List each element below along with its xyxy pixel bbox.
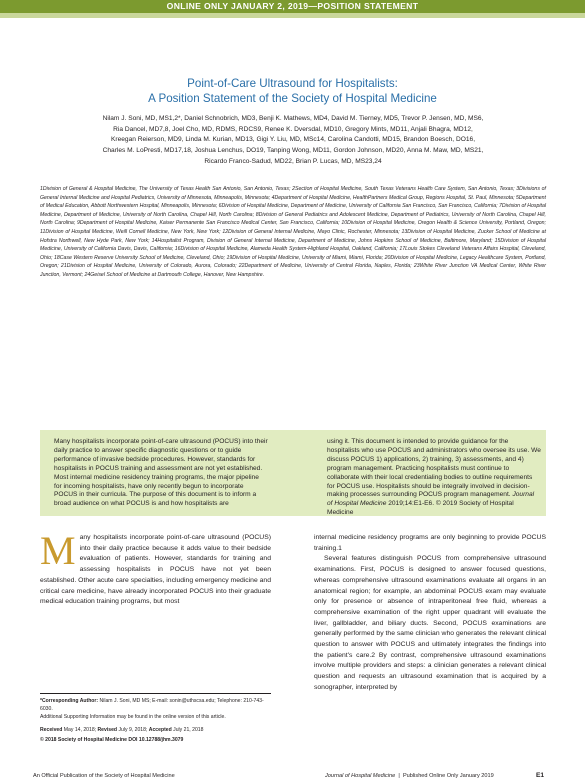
- footer-date: Published Online Only January 2019: [402, 773, 494, 779]
- abstract-right-column: [327, 438, 541, 518]
- footer-journal-name: Journal of Hospital Medicine: [325, 773, 396, 779]
- body-left-column: [40, 528, 271, 608]
- page-number: E1: [536, 772, 545, 779]
- corresponding-author-text: Nilam J. Soni, MD MS; E-mail: sonin@uthscsa.edu; Telephone: 210-743-6030.: [40, 698, 264, 713]
- author-line-3: Kreegan Reierson, MD9, Linda M. Kurian, MD13, Gigi Y. Liu, MD, MSc14, Carolina Candotti, MD15, Brandon Boesch, DO16,: [110, 136, 476, 144]
- article-title: [40, 76, 545, 106]
- received-label: Received: [40, 726, 63, 733]
- header-banner-strip: [0, 13, 585, 18]
- body-right-column: [314, 533, 546, 694]
- abstract-box: [40, 430, 546, 516]
- body-left-text: any hospitalists incorporate point-of-care ultrasound (POCUS) into their daily practice because it adds value to their bedside evaluation of patients. However, standards for training and assessing hospitalists in POCUS have not yet been established. Other acute care specialties, including emergency medicine and critical care medicine, have already incorporated POCUS into their graduate medical education training programs, but most: [40, 534, 271, 606]
- author-list: [52, 114, 534, 168]
- abstract-citation: 2019;14:E1-E6. © 2019 Society of Hospital Medicine: [327, 500, 514, 517]
- abstract-left-column: Many hospitalists incorporate point-of-care ultrasound (POCUS) into their daily practice to answer specific diagnostic questions or to guide performance of invasive bedside procedures. However, standards for hospitalists in POCUS training and assessment are not yet established. Most internal medicine residency training programs, the major pipeline for incoming hospitalists, have only recently begun to incorporate POCUS in their curricula. The purpose of this document is to inform a broad audience on what POCUS is and how hospitalists are: [54, 438, 268, 508]
- additional-info: Additional Supporting Information may be found in the online version of this article.: [40, 714, 226, 721]
- abstract-right-text: using it. This document is intended to provide guidance for the hospitalists who use POCUS and administrators who oversee its use. We discuss POCUS 1) applications, 2) training, 3) assessments, and 4) program management. Practicing hospitalists must continue to collaborate with their local credentialing bodies to outline requirements for POCUS use. Hospitalists should be integrally involved in decision-making processes surrounding POCUS program management.: [327, 438, 541, 499]
- author-line-2: Ria Dancel, MD7,8, Joel Cho, MD, RDMS, RDCS9, Renee K. Dversdal, MD10, Gregory Mints, MD11, Anjali Bhagra, MD12,: [113, 125, 473, 133]
- doi-line: © 2018 Society of Hospital Medicine DOI 10.12788/jhm.3079: [40, 736, 184, 743]
- correspondence-note: [40, 693, 271, 744]
- footer-journal: Journal of Hospital Medicine | Published Online Only January 2019: [325, 773, 494, 779]
- dropcap: M: [40, 528, 76, 573]
- revised-label: Revised: [97, 726, 118, 733]
- author-line-4: Charles M. LoPresti, MD17,18, Joshua Lenchus, DO19, Tanping Wong, MD11, Gordon Johnson, MD20, Anna M. Maw, MD, MS21,: [102, 147, 484, 155]
- title-line-2: A Position Statement of the Society of Hospital Medicine: [148, 92, 437, 105]
- footer-publisher: An Official Publication of the Society of Hospital Medicine: [33, 773, 175, 779]
- title-line-1: Point-of-Care Ultrasound for Hospitalists:: [187, 77, 398, 90]
- revised-date: July 9, 2018;: [118, 726, 148, 733]
- accepted-label: Accepted: [148, 726, 172, 733]
- author-line-1: Nilam J. Soni, MD, MS1,2*, Daniel Schnobrich, MD3, Benji K. Mathews, MD4, David M. Tierney, MD5, Trevor P. Jensen, MD, MS6,: [102, 115, 484, 122]
- article-dates: [40, 726, 271, 734]
- corresponding-author: [40, 697, 271, 713]
- affiliations: 1Division of General & Hospital Medicine, The University of Texas Health San Antonio, San Antonio, Texas; 2Section of Hospital Medicine, South Texas Veterans Health Care System, San Antonio, Texas; 3Divisions of General Internal Medicine and Hospital Pediatrics, University of Minnesota, Minneapolis, Minnesota; 4Department of Hospital Medicine, HealthPartners Medical Group, Regions Hospital, St. Paul, Minnesota; 5Department of Medical Education, Abbott Northwestern Hospital, Minneapolis, Minnesota; 6Division of Hospital Medicine, Department of Medicine, University of California San Francisco, San Francisco, California; 7Division of Hospital Medicine, Department of Medicine, University of North Carolina, Chapel Hill, North Carolina; 8Division of General Pediatrics and Adolescent Medicine, Department of Pediatrics, University of North Carolina, Chapel Hill, North Carolina; 9Department of Hospital Medicine, Kaiser Permanente San Francisco Medical Center, San Francisco, California; 10Division of Hospital Medicine, Oregon Health & Science University, Portland, Oregon; 11Division of Hospital Medicine, Weill Cornell Medicine, New York, New York; 12Division of General Internal Medicine, Mayo Clinic, Rochester, Minnesota; 13Division of Hospital Medicine, Zucker School of Medicine at Hofstra Northwell, New Hyde Park, New York; 14Hospitalist Program, Division of General Internal Medicine, Department of Medicine, Johns Hopkins School of Medicine, Baltimore, Maryland; 15Division of Hospital Medicine, University of California Davis, Davis, California; 16Division of Hospital Medicine, Alameda Health System-Highland Hospital, Oakland, California; 17Louis Stokes Cleveland Veterans Affairs Hospital, Cleveland, Ohio; 18Case Western Reserve University School of Medicine, Cleveland, Ohio; 19Division of Hospital Medicine, University of Miami, Miami, Florida; 20Division of Hospital Medicine, Legacy Healthcare System, Portland, Oregon; 21Division of Hospital Medicine, University of Colorado, Aurora, Colorado; 22Department of Medicine, University of Central Florida, Naples, Florida; 23White River Junction VA Medical Center, White River Junction, Vermont; 24Geisel School of Medicine at Dartmouth College, Hanover, New Hampshire.: [40, 186, 546, 278]
- page-footer: [0, 772, 585, 783]
- banner-text: ONLINE ONLY JANUARY 2, 2019—POSITION STATEMENT: [166, 1, 419, 11]
- abstract-citation-journal: Journal of Hospital Medicine: [327, 491, 535, 508]
- author-line-5: Ricardo Franco-Sadud, MD22, Brian P. Lucas, MD, MS23,24: [204, 157, 382, 165]
- body-right-paragraph-1: internal medicine residency programs are only beginning to provide POCUS training.1: [314, 534, 546, 552]
- accepted-date: July 21, 2018: [173, 726, 204, 733]
- corresponding-author-label: *Corresponding Author:: [40, 698, 99, 704]
- body-right-paragraph-2: Several features distinguish POCUS from comprehensive ultrasound examinations. First, POCUS is designed to answer focused questions, whereas comprehensive ultrasound examinations evaluate all organs in an anatomical region; for example, an abdominal POCUS exam may evaluate only for presence or absence of intraperitoneal free fluid, whereas a comprehensive examination of the right upper quadrant will evaluate the liver, gallbladder, and biliary ducts. Second, POCUS examinations are generally performed by the same clinician who generates the relevant clinical question to answer with POCUS and ultimately integrates the findings into the patient's care.2 By contrast, comprehensive ultrasound examinations involve multiple providers and steps: a clinician generates a relevant clinical question and requests an ultrasound examination that is acquired by a sonographer, interpreted by: [314, 555, 546, 691]
- received-date: May 14, 2018;: [63, 726, 97, 733]
